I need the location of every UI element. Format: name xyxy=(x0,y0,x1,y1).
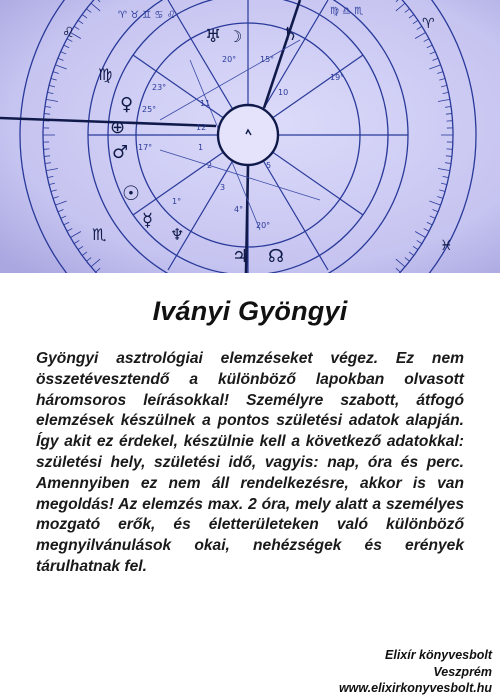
svg-text:1°: 1° xyxy=(172,197,182,206)
svg-text:♀: ♀ xyxy=(120,94,134,115)
svg-text:♆: ♆ xyxy=(170,225,185,244)
astrology-chart-drawing xyxy=(0,0,500,273)
svg-text:4°: 4° xyxy=(234,205,244,214)
shop-website-link[interactable]: www.elixirkonyvesbolt.hu xyxy=(338,681,492,695)
svg-text:15°: 15° xyxy=(260,55,275,64)
svg-text:♏: ♏ xyxy=(92,225,107,244)
svg-text:19°: 19° xyxy=(330,73,345,82)
svg-text:♌: ♌ xyxy=(62,25,75,41)
svg-text:♍: ♍ xyxy=(98,65,113,84)
svg-text:25°: 25° xyxy=(142,105,157,114)
svg-text:☉: ☉ xyxy=(122,181,140,205)
svg-text:♃: ♃ xyxy=(232,246,249,267)
svg-text:5: 5 xyxy=(266,161,272,170)
svg-text:☿: ☿ xyxy=(142,210,154,231)
svg-text:23°: 23° xyxy=(152,83,167,92)
footer-contact xyxy=(339,647,492,697)
svg-text:20°: 20° xyxy=(256,221,271,230)
svg-text:☊: ☊ xyxy=(268,246,284,267)
svg-text:♓: ♓ xyxy=(440,238,453,254)
svg-text:♄: ♄ xyxy=(282,24,299,45)
description-paragraph: Gyöngyi asztrológiai elemzéseket végez. Ez nem összetévesztendő a különböző lapokban olvasott háromsoros leírásokkal! Személyre szabott, átfogó elemzések készülnek a pontos születési adatok alapján. Így akit ez érdekel, készülnie kell a következő adatokkal: születési hely, születési idő, vagyis: nap, óra és perc. Amennyiben ez nem áll rendelkezésre, akkor is van megoldás! Az elemzés max. 2 óra, mely alatt a személyes mozgató erők, és életterületeken való különböző megnyilvánulások okai, nehézségek és erények tárulhatnak fel. xyxy=(36,350,464,575)
svg-text:♈: ♈ xyxy=(422,16,435,32)
page-title: Iványi Gyöngyi xyxy=(152,296,348,326)
svg-text:12: 12 xyxy=(196,123,207,132)
svg-text:3: 3 xyxy=(220,183,226,192)
shop-name: Elixír könyvesbolt xyxy=(385,648,492,662)
svg-text:11: 11 xyxy=(200,99,211,108)
svg-text:⊕: ⊕ xyxy=(110,117,126,138)
svg-text:♍ ♎ ♏: ♍ ♎ ♏ xyxy=(330,6,364,17)
svg-text:1: 1 xyxy=(198,143,204,152)
svg-text:10: 10 xyxy=(278,88,289,97)
shop-city: Veszprém xyxy=(433,664,492,679)
svg-text:♅: ♅ xyxy=(205,26,222,47)
svg-text:☽: ☽ xyxy=(228,27,243,46)
svg-text:♈ ♉ ♊ ♋ ♌: ♈ ♉ ♊ ♋ ♌ xyxy=(118,10,176,21)
svg-text:♂: ♂ xyxy=(112,142,129,163)
svg-text:2: 2 xyxy=(207,161,213,170)
astrology-chart-photo xyxy=(0,0,500,273)
svg-text:20°: 20° xyxy=(222,55,237,64)
svg-text:17°: 17° xyxy=(138,143,153,152)
